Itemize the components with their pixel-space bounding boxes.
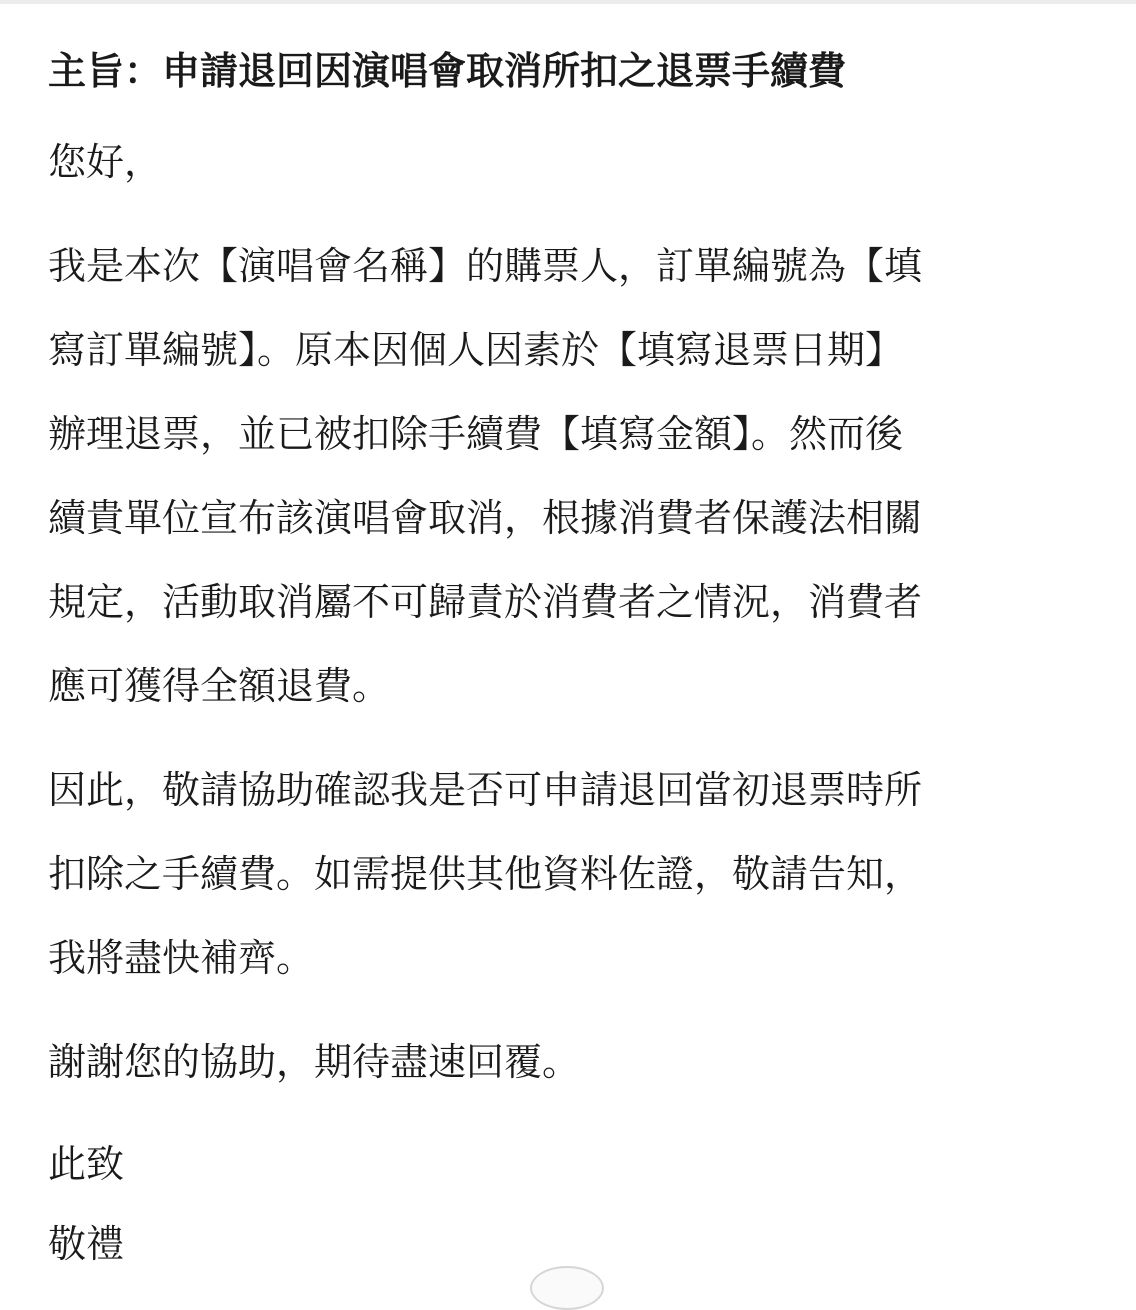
letter-subject: 主旨：申請退回因演唱會取消所扣之退票手續費 bbox=[48, 49, 847, 93]
paragraph-line: 應可獲得全額退費。 bbox=[48, 664, 391, 708]
closing-line-1: 此致 bbox=[48, 1142, 125, 1186]
paragraph-line: 扣除之手續費。如需提供其他資料佐證，敬請告知， bbox=[48, 852, 923, 896]
scroll-indicator[interactable] bbox=[530, 1266, 604, 1310]
paragraph-line: 寫訂單編號】。原本因個人因素於【填寫退票日期】 bbox=[48, 328, 904, 372]
letter-body bbox=[48, 40, 1088, 1284]
paragraph-line: 規定，活動取消屬不可歸責於消費者之情況，消費者 bbox=[48, 580, 923, 624]
letter-thanks: 謝謝您的協助，期待盡速回覆。 bbox=[48, 1040, 581, 1084]
paragraph-request-context bbox=[48, 224, 1088, 728]
paragraph-request-action bbox=[48, 748, 1088, 1000]
paragraph-line: 因此，敬請協助確認我是否可申請退回當初退票時所 bbox=[48, 768, 923, 812]
paragraph-line: 續貴單位宣布該演唱會取消，根據消費者保護法相關 bbox=[48, 496, 923, 540]
paragraph-line: 辦理退票，並已被扣除手續費【填寫金額】。然而後 bbox=[48, 412, 904, 456]
letter-greeting: 您好， bbox=[48, 140, 163, 184]
paragraph-line: 我將盡快補齊。 bbox=[48, 936, 315, 980]
top-divider bbox=[0, 0, 1136, 4]
closing-line-2: 敬禮 bbox=[48, 1222, 125, 1266]
paragraph-line: 我是本次【演唱會名稱】的購票人，訂單編號為【填 bbox=[48, 244, 923, 288]
